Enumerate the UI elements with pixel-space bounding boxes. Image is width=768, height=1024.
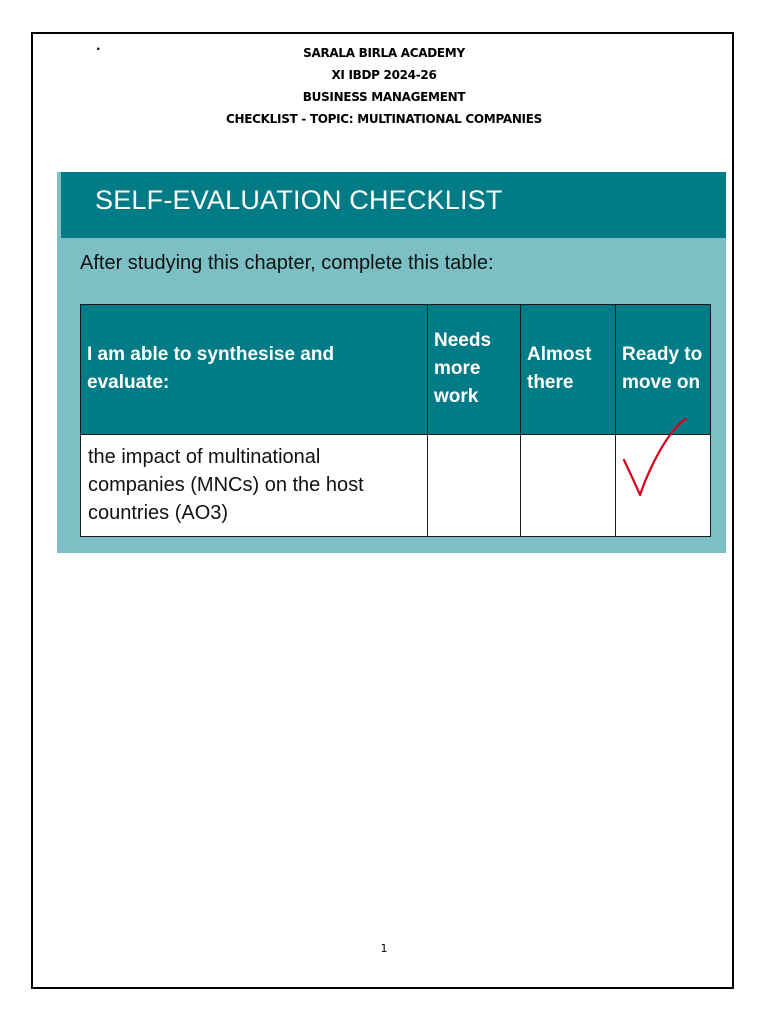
page-number: 1 [380, 942, 388, 955]
handwritten-check-icon [616, 413, 711, 533]
almost-there-cell[interactable] [521, 434, 616, 536]
checklist-topic: CHECKLIST - TOPIC: MULTINATIONAL COMPANIES [226, 112, 542, 126]
document-header [0, 42, 768, 130]
program-year: XI IBDP 2024-26 [331, 68, 437, 82]
ready-to-move-on-cell[interactable] [616, 434, 711, 536]
statement-cell: the impact of multinational companies (MNCs) on the host countries (AO3) [81, 434, 428, 536]
self-evaluation-panel [57, 172, 726, 553]
needs-more-work-cell[interactable] [428, 434, 521, 536]
school-name: SARALA BIRLA ACADEMY [303, 46, 465, 60]
checklist-table [80, 304, 711, 537]
panel-title: SELF-EVALUATION CHECKLIST [95, 185, 503, 215]
instruction-text: After studying this chapter, complete this table: [80, 252, 494, 274]
column-header-statement: I am able to synthesise and evaluate: [81, 305, 428, 435]
column-header-needs-more-work: Needs more work [428, 305, 521, 435]
bullet-mark: · [96, 42, 101, 56]
subject-name: BUSINESS MANAGEMENT [302, 90, 466, 104]
column-header-almost-there: Almost there [521, 305, 616, 435]
panel-title-bar [61, 172, 726, 238]
column-header-ready-to-move-on: Ready to move on [616, 305, 711, 435]
table-row [81, 434, 711, 536]
